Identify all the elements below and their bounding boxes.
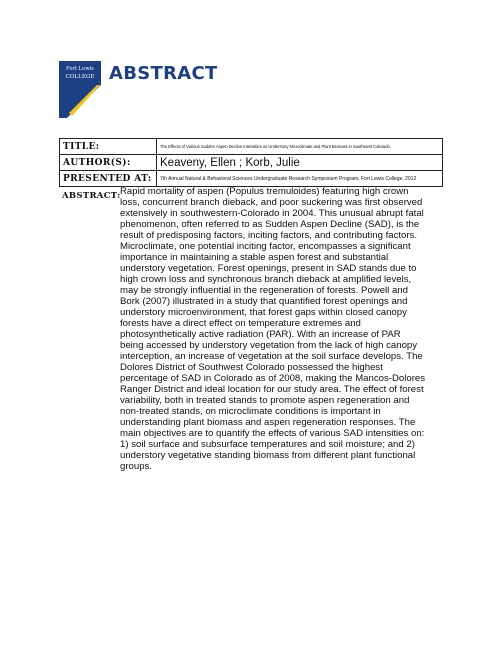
abstract-line: Dolores District of Southwest Colorado possessed the highest bbox=[120, 362, 383, 373]
title-label: TITLE: bbox=[60, 139, 157, 155]
abstract-line: phenomenon, often referred to as Sudden Aspen Decline (SAD), is the bbox=[120, 219, 420, 230]
fort-lewis-college-logo bbox=[59, 61, 101, 118]
author-value: Keaveny, Ellen ; Korb, Julie bbox=[157, 155, 443, 171]
abstract-line: 1) soil surface and subsurface temperatures and soil moisture; and 2) bbox=[120, 439, 415, 450]
abstract-line: main objectives are to quantify the effects of various SAD intensities on: bbox=[120, 428, 425, 439]
presented-value: 7th Annual Natural & Behavioral Sciences Undergraduate Research Symposium Program, Fort Lewis College, 2012 bbox=[157, 171, 443, 187]
abstract-line: may be strongly influential in the regeneration of forests. Powell and bbox=[120, 285, 408, 296]
abstract-line: Microclimate, one potential inciting factor, encompasses a significant bbox=[120, 241, 411, 252]
abstract-line: Rapid mortality of aspen (Populus tremuloides) featuring high crown bbox=[120, 186, 409, 197]
abstract-line: understanding plant biomass and aspen regeneration responses. The bbox=[120, 417, 416, 428]
page-title: ABSTRACT bbox=[109, 63, 218, 84]
abstract-line: result of predisposing factors, inciting factors, and contributing factors. bbox=[120, 230, 418, 241]
metadata-table bbox=[59, 138, 443, 187]
abstract-line: percentage of SAD in Colorado as of 2008, making the Mancos-Dolores bbox=[120, 373, 426, 384]
abstract-label: ABSTRACT: bbox=[62, 191, 121, 201]
abstract-line: being accessed by understory vegetation from the lack of high canopy bbox=[120, 340, 418, 351]
abstract-line: importance in maintaining a stable aspen forest and substantial bbox=[120, 252, 389, 263]
author-row bbox=[60, 155, 443, 171]
abstract-line: Ranger District and ideal location for our study area. The effect of forest bbox=[120, 384, 424, 395]
abstract-line: understory vegetation. Forest openings, present in SAD stands due to bbox=[120, 263, 417, 274]
abstract-line: groups. bbox=[120, 461, 152, 472]
presented-row bbox=[60, 171, 443, 187]
author-label: AUTHOR(S): bbox=[60, 155, 157, 171]
svg-text:COLLEGE: COLLEGE bbox=[65, 74, 95, 80]
presented-label: PRESENTED AT: bbox=[60, 171, 157, 187]
abstract-line: variability, both in treated stands to promote aspen regeneration and bbox=[120, 395, 410, 406]
abstract-line: high crown loss and synchronous branch dieback at amplified levels, bbox=[120, 274, 412, 285]
title-value: The Effects of Various Sudden Aspen Decline Intensities on Understory Microclimate and Plant Biomass in Southwest Colorado. bbox=[157, 139, 443, 155]
abstract-line: forests have a direct effect on temperature extremes and bbox=[120, 318, 361, 329]
abstract-body bbox=[120, 186, 442, 472]
abstract-line: non-treated stands, on microclimate conditions is important in bbox=[120, 406, 381, 417]
abstract-line: extensively in southwestern-Colorado in 2004. This unusual abrupt fatal bbox=[120, 208, 424, 219]
abstract-line: loss, concurrent branch dieback, and poor suckering was first observed bbox=[120, 197, 423, 208]
svg-text:Fort Lewis: Fort Lewis bbox=[66, 66, 94, 72]
abstract-line: understory vegetative standing biomass from different plant functional bbox=[120, 450, 416, 461]
abstract-line: photosynthetically active radiation (PAR). With an increase of PAR bbox=[120, 329, 401, 340]
abstract-line: Bork (2007) illustrated in a study that quantified forest openings and bbox=[120, 296, 408, 307]
abstract-line: understory microenvironment, that forest gaps within closed canopy bbox=[120, 307, 407, 318]
title-row bbox=[60, 139, 443, 155]
abstract-line: interception, an increase of vegetation at the soil surface develops. The bbox=[120, 351, 423, 362]
